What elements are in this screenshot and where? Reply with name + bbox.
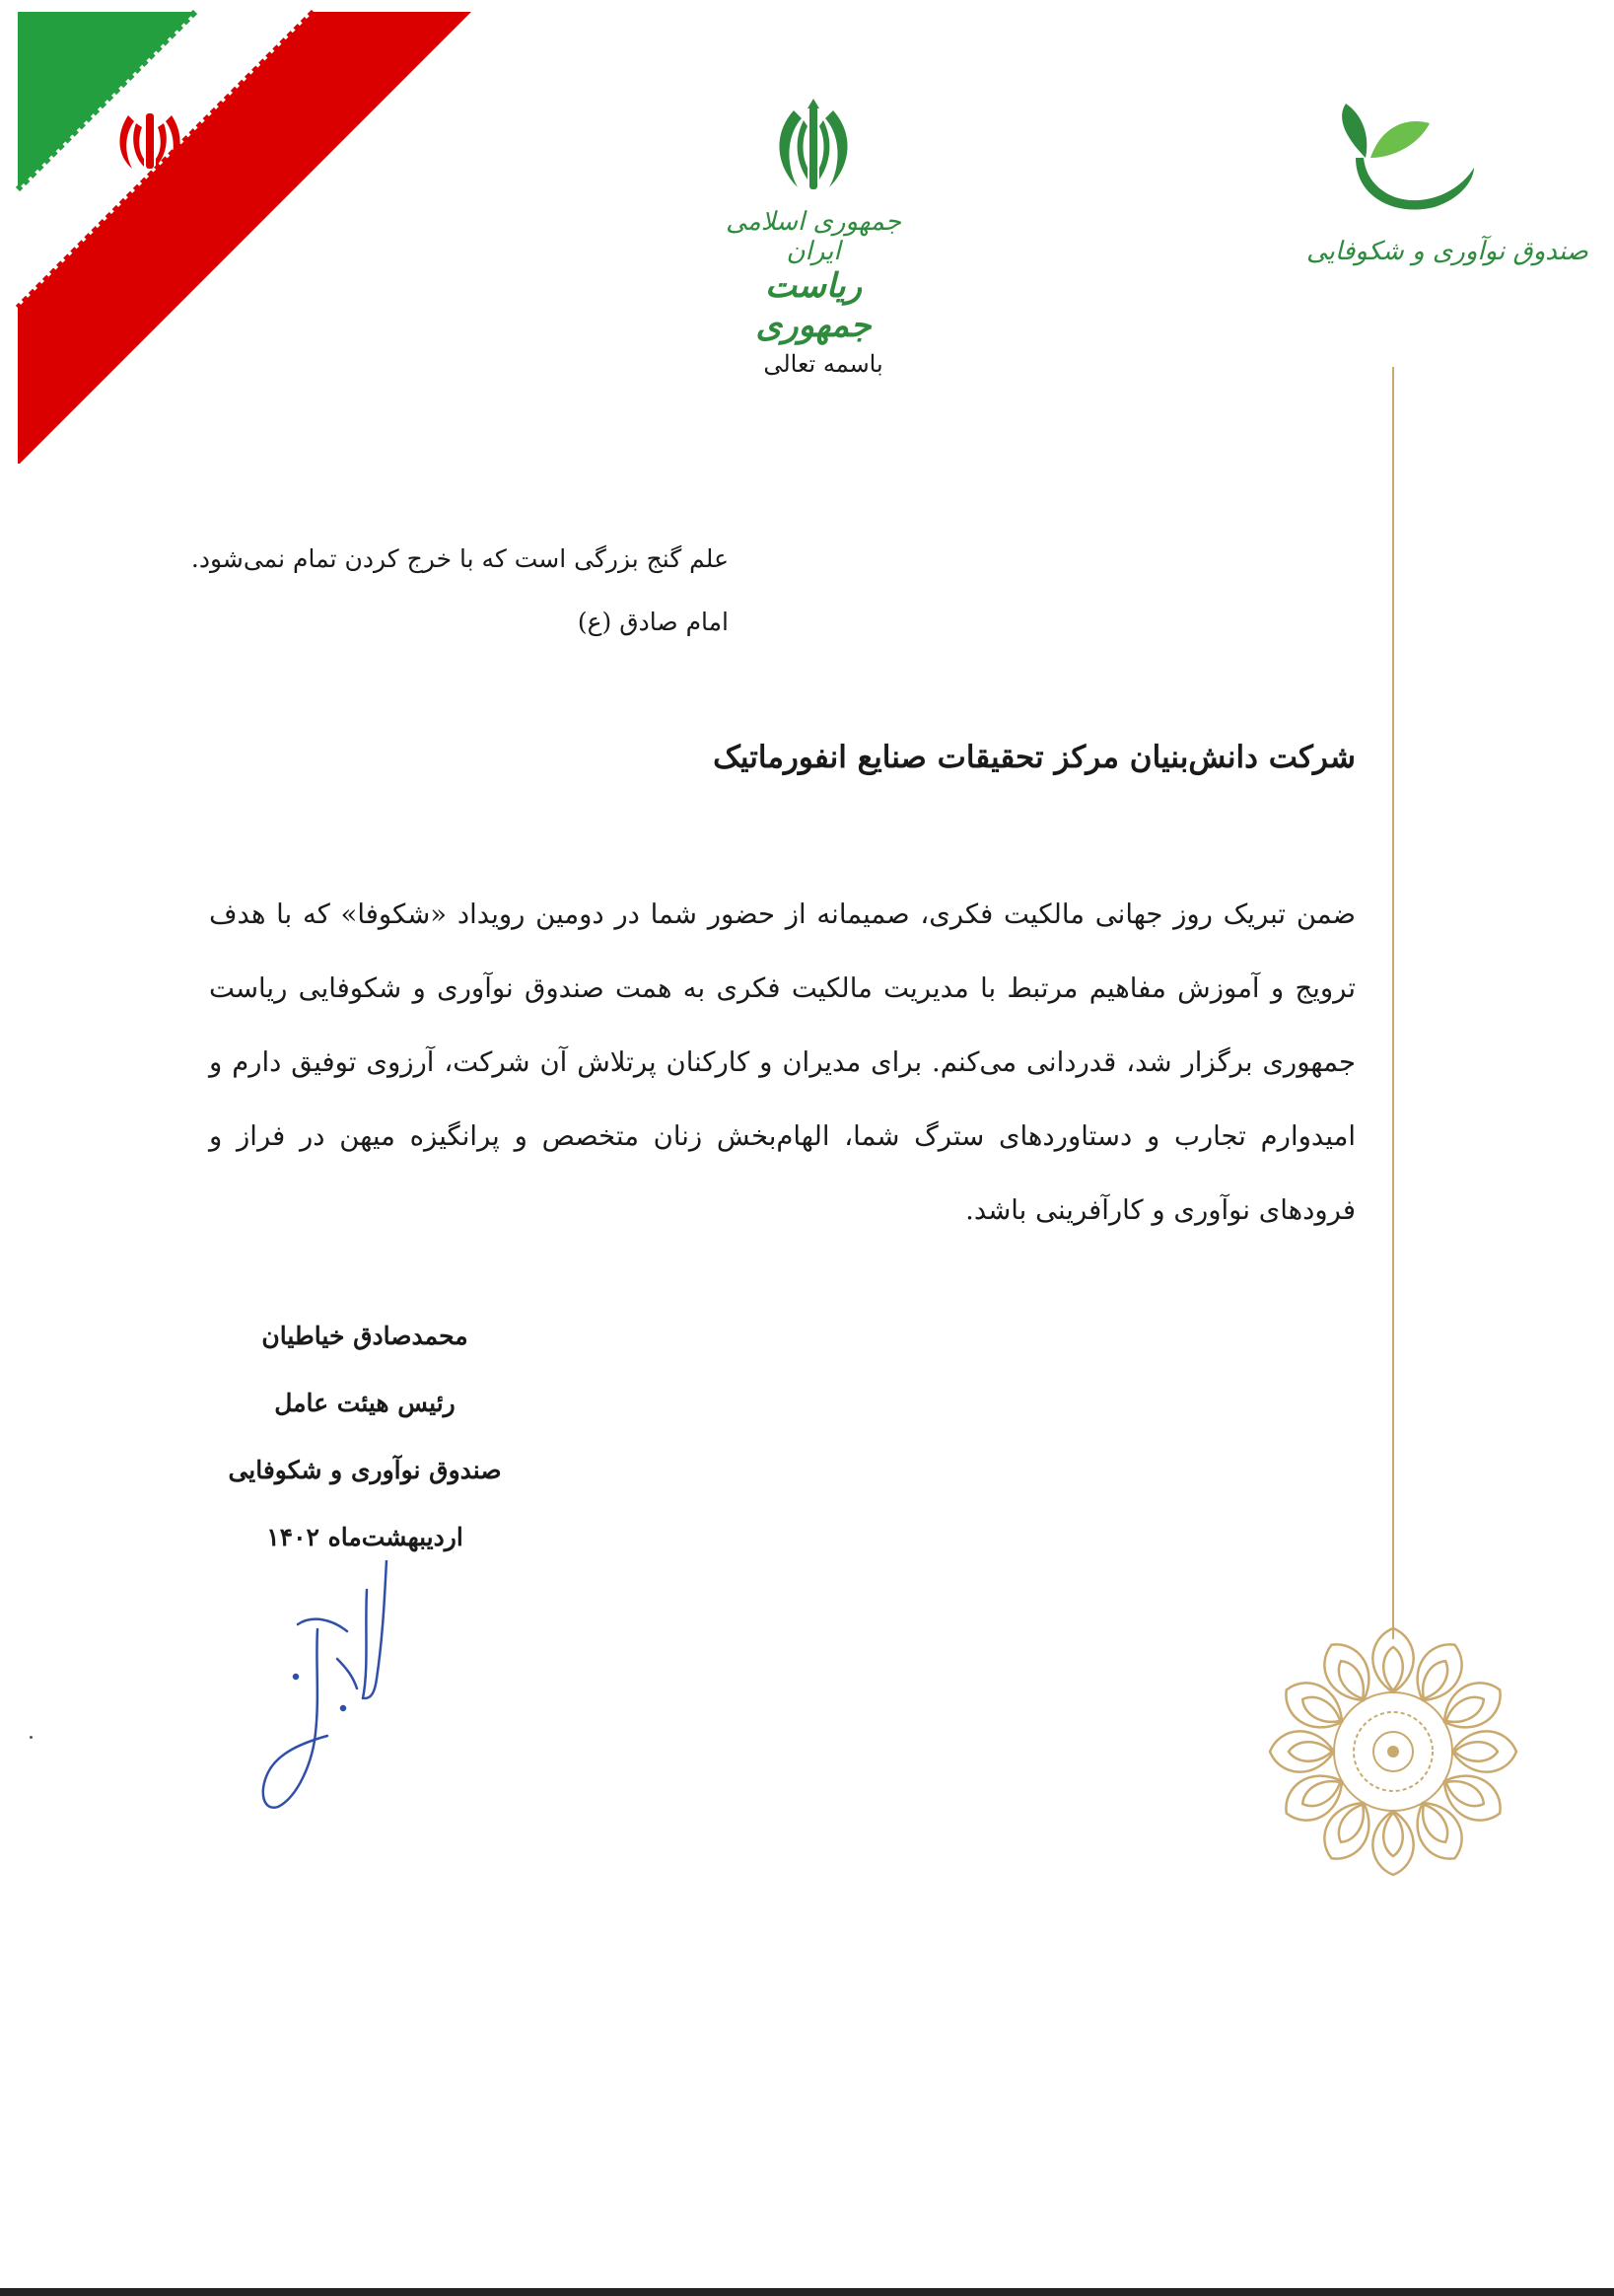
signer-title: رئیس هیئت عامل (274, 1389, 456, 1417)
emblem-line1: جمهوری اسلامی ایران (726, 207, 901, 266)
basmala: باسمه تعالی (763, 350, 883, 378)
scan-speck (30, 1736, 33, 1739)
sprout-logo-icon (1326, 99, 1474, 227)
emblem-line2: ریاست جمهوری (755, 266, 872, 345)
scan-edge (0, 2288, 1614, 2296)
signature-block (217, 1317, 513, 1585)
quote-attribution: امام صادق (ع) (577, 608, 729, 636)
fund-logo-text: صندوق نوآوری و شکوفایی (1306, 237, 1588, 266)
handwritten-signature (258, 1560, 426, 1817)
innovation-fund-logo (1306, 99, 1588, 266)
quote-text: علم گنج بزرگی است که با خرج کردن تمام نمی‌شود. (190, 544, 729, 573)
gold-divider-line (1392, 367, 1394, 1639)
signer-organization: صندوق نوآوری و شکوفایی (228, 1456, 502, 1484)
recipient-company: شرکت دانش‌بنیان مرکز تحقیقات صنایع انفورماتیک (713, 740, 1356, 775)
iran-flag-corner (0, 0, 473, 464)
gold-rosette-ornament (1265, 1623, 1521, 1880)
letter-body: ضمن تبریک روز جهانی مالکیت فکری، صمیمانه از حضور شما در دومین رویداد «شکوفا» که با هدف ترویج و آموزش مفاهیم مرتبط با مدیریت مالکیت فکری به همت صندوق نوآوری و شکوفایی ریاست جمهوری برگزار شد، قدردانی می‌کنم. برای مدیران و کارکنان پرتلاش آن شرکت، آرزوی توفیق دارم و امیدوارم تجارب و دستاوردهای سترگ شما، الهام‌بخش زنان متخصص و پرانگیزه میهن در فراز و فرودهای نوآوری و کارآفرینی باشد. (209, 898, 1356, 1226)
presidency-emblem (720, 99, 907, 345)
letter-date: اردیبهشت‌ماه ۱۴۰۲ (266, 1523, 463, 1551)
iran-emblem-icon (764, 99, 863, 197)
signer-name: محمدصادق خیاطیان (261, 1322, 468, 1350)
